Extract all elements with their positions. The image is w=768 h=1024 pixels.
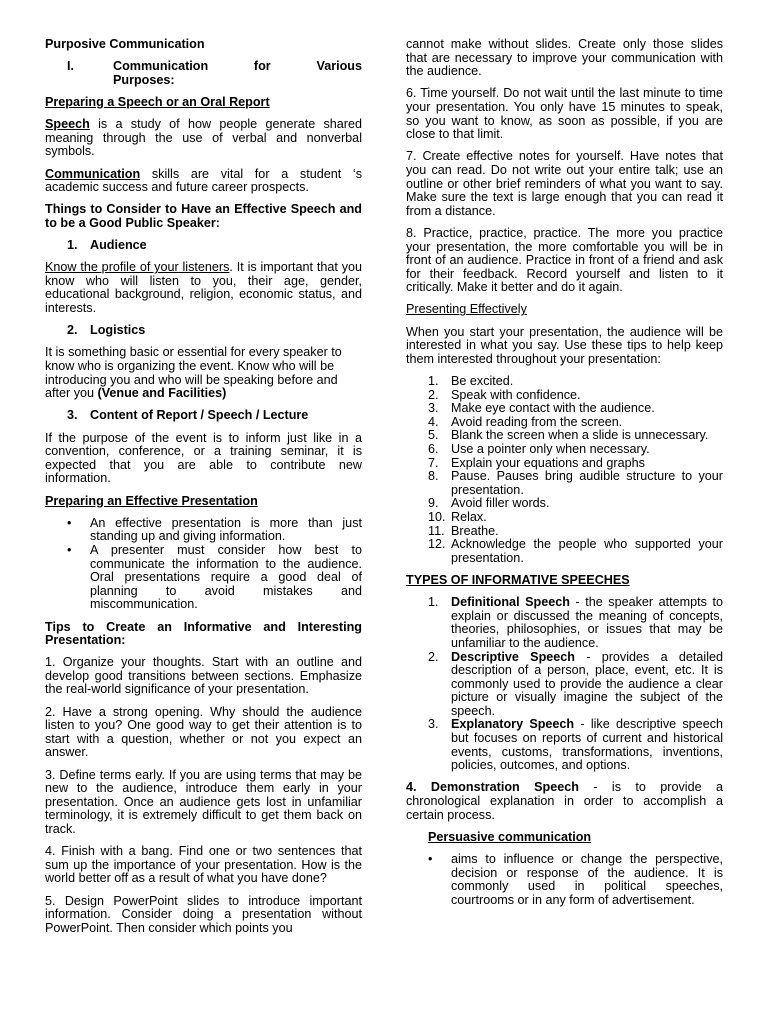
right-column <box>406 38 723 916</box>
subheading-preparing-speech: Preparing a Speech or an Oral Report <box>45 94 270 109</box>
list-number: 8. <box>428 469 439 484</box>
list-text: Use a pointer only when necessary. <box>451 442 650 456</box>
list-item <box>406 596 723 650</box>
tip-paragraph: 2. Have a strong opening. Why should the audience listen to you? One good way to get their attention is to start with a question, whether or not you expect an answer. <box>45 704 362 760</box>
list-number: 3. <box>428 401 439 416</box>
list-text: Pause. Pauses bring audible structure to your presentation. <box>451 469 723 497</box>
list-item <box>406 402 723 416</box>
logistics-heading: 2. Logistics <box>67 323 146 338</box>
section-title-word: for <box>253 59 271 74</box>
tip-paragraph: 8. Practice, practice, practice. The more you practice your presentation, the more comfortable you will be in front of an audience. Practice in front of a friend and ask for their feedback. Record yourself and listen to it critically. Make it better and do it again. <box>406 225 723 295</box>
tip-paragraph: 4. Finish with a bang. Find one or two sentences that sum up the importance of your presentation. How is the world better off as a result of what you have done? <box>45 844 362 886</box>
logistics-paragraph: It is something basic or essential for every speaker to know who is organizing the event. Know who will be introducing you and who will be speaking before and after you (Venue and Facilities) <box>45 345 342 401</box>
list-item <box>406 443 723 457</box>
list-number: 7. <box>428 455 439 470</box>
list-number: 12. <box>428 537 446 552</box>
persuasive-bullet-list <box>406 853 723 907</box>
content-paragraph: If the purpose of the event is to inform just like in a convention, conference, or a training seminar, it is expected that you are able to contribute new information. <box>45 430 362 486</box>
list-item <box>406 470 723 497</box>
content-heading: 3. Content of Report / Speech / Lecture <box>67 408 309 423</box>
list-text: Acknowledge the people who supported your presentation. <box>451 537 723 565</box>
tip-paragraph: 6. Time yourself. Do not wait until the last minute to time your presentation. You only have 15 minutes to speak, so you want to know, as soon as possible, if you are close to that limit. <box>406 86 723 142</box>
speech-type-description: - like descriptive speech but focuses on reports of current and historical events, customs, transformations, inventions, policies, outcomes, and options. <box>451 717 723 773</box>
list-item <box>406 511 723 525</box>
document-title: Purposive Communication <box>45 37 205 51</box>
section-title-line2: Purposes: <box>113 72 175 87</box>
section-number: I. <box>67 59 74 74</box>
list-item <box>406 429 723 443</box>
audience-paragraph: Know the profile of your listeners. It is important that you know who will listen to you, their age, gender, educational background, religion, economic status, and interests. <box>45 260 362 316</box>
communication-term: Communication <box>45 166 141 181</box>
demonstration-speech-paragraph: 4. Demonstration Speech - is to provide a chronological explanation in order to accomplish a certain process. <box>406 780 723 822</box>
audience-heading: 1. Audience <box>67 238 147 253</box>
presentation-bullet-list <box>45 517 362 612</box>
list-text <box>451 718 723 772</box>
section-title-word: Various <box>316 59 362 74</box>
tip-paragraph: 7. Create effective notes for yourself. Have notes that you can read. Do not write out your entire talk; use an outline or other brief reminders of what you want to say. Make sure the text is large enough that you can read it from a distance. <box>406 149 723 218</box>
list-text: Relax. <box>451 509 487 524</box>
presenting-intro: When you start your presentation, the audience will be interested in what you say. Use these tips to help keep them interested throughout your presentation: <box>406 324 723 366</box>
list-item <box>406 718 723 772</box>
things-to-consider-heading: Things to Consider to Have an Effective Speech and to be a Good Public Speaker: <box>45 202 362 230</box>
list-text: Explain your equations and graphs <box>451 455 645 470</box>
list-number: 2. <box>428 649 439 664</box>
list-text: Breathe. <box>451 523 499 538</box>
persuasive-heading: Persuasive communication <box>428 829 592 844</box>
list-text: Speak with confidence. <box>451 387 581 402</box>
list-item: • An effective presentation is more than just standing up and giving information. <box>45 517 362 544</box>
list-item <box>406 389 723 403</box>
list-number: 6. <box>428 442 439 456</box>
tip-paragraph: 1. Organize your thoughts. Start with an outline and develop good transitions between sections. Emphasize the real-world significance of your presentation. <box>45 655 362 697</box>
list-number: 1. <box>428 595 439 610</box>
list-number: 5. <box>428 428 439 443</box>
tip-paragraph: cannot make without slides. Create only those slides that are necessary to improve your communication with the audience. <box>406 37 723 79</box>
speech-types-list <box>406 596 723 773</box>
list-item: • aims to influence or change the perspective, decision or response of the audience. It is commonly used in political speeches, courtrooms or in any form of advertisement. <box>406 853 723 907</box>
list-number: 10. <box>428 509 446 524</box>
list-item: • A presenter must consider how best to communicate the information to the audience. Oral presentations require a good deal of planning to avoid mistakes and miscommunication. <box>45 544 362 612</box>
speech-definition: Speech is a study of how people generate shared meaning through the use of verbal and nonverbal symbols. <box>45 117 362 159</box>
bullet-icon: • <box>428 852 433 866</box>
list-text <box>451 596 723 650</box>
list-text: Avoid reading from the screen. <box>451 414 623 429</box>
speech-type-description: - the speaker attempts to explain or discussed the meaning of concepts, theories, philosophies, or issues that may be unfamiliar to the audience. <box>451 595 723 650</box>
presenting-tips-list <box>406 375 723 565</box>
list-item <box>406 538 723 565</box>
list-text: Make eye contact with the audience. <box>451 401 655 416</box>
speech-type-term: Explanatory Speech <box>451 717 575 732</box>
list-text: Be excited. <box>451 374 514 389</box>
section-title-word: Communication <box>113 59 209 74</box>
list-text: Avoid filler words. <box>451 496 550 511</box>
types-heading: TYPES OF INFORMATIVE SPEECHES <box>406 572 630 587</box>
list-number: 4. <box>428 414 439 429</box>
list-text <box>451 651 723 719</box>
subheading-effective-presentation: Preparing an Effective Presentation <box>45 493 258 508</box>
list-number: 11. <box>428 523 445 538</box>
subheading-presenting-effectively: Presenting Effectively <box>406 302 527 317</box>
list-number: 9. <box>428 496 439 511</box>
communication-definition: Communication skills are vital for a student ‘s academic success and future career prospects. <box>45 166 362 195</box>
speech-type-term: Definitional Speech <box>451 595 570 610</box>
speech-term: Speech <box>45 117 90 132</box>
list-text: Blank the screen when a slide is unnecessary. <box>451 428 709 443</box>
list-item <box>406 457 723 471</box>
tips-heading: Tips to Create an Informative and Interesting Presentation: <box>45 619 362 648</box>
speech-type-description: - provides a detailed description of a person, place, event, etc. It is commonly used to provide the audience a clear picture or visually imagine the subject of the speech. <box>451 649 723 718</box>
list-item <box>406 651 723 719</box>
tip-paragraph: 5. Design PowerPoint slides to introduce important information. Consider doing a presentation without PowerPoint. Then consider which points you <box>45 893 362 935</box>
speech-type-term: Descriptive Speech <box>451 649 575 664</box>
list-number: 1. <box>428 374 439 389</box>
bullet-icon: • <box>67 542 72 557</box>
list-number: 2. <box>428 387 439 402</box>
list-item <box>406 525 723 539</box>
list-item <box>406 497 723 511</box>
section-heading <box>45 60 362 87</box>
list-item <box>406 375 723 389</box>
tip-paragraph: 3. Define terms early. If you are using terms that may be new to the audience, introduce them early in your presentation. Once an audience gets lost in unfamiliar terminology, it is extremely difficult to get them back on track. <box>45 767 362 836</box>
list-item <box>406 416 723 430</box>
left-column <box>45 38 362 944</box>
bullet-icon: • <box>67 515 72 530</box>
list-number: 3. <box>428 717 439 732</box>
